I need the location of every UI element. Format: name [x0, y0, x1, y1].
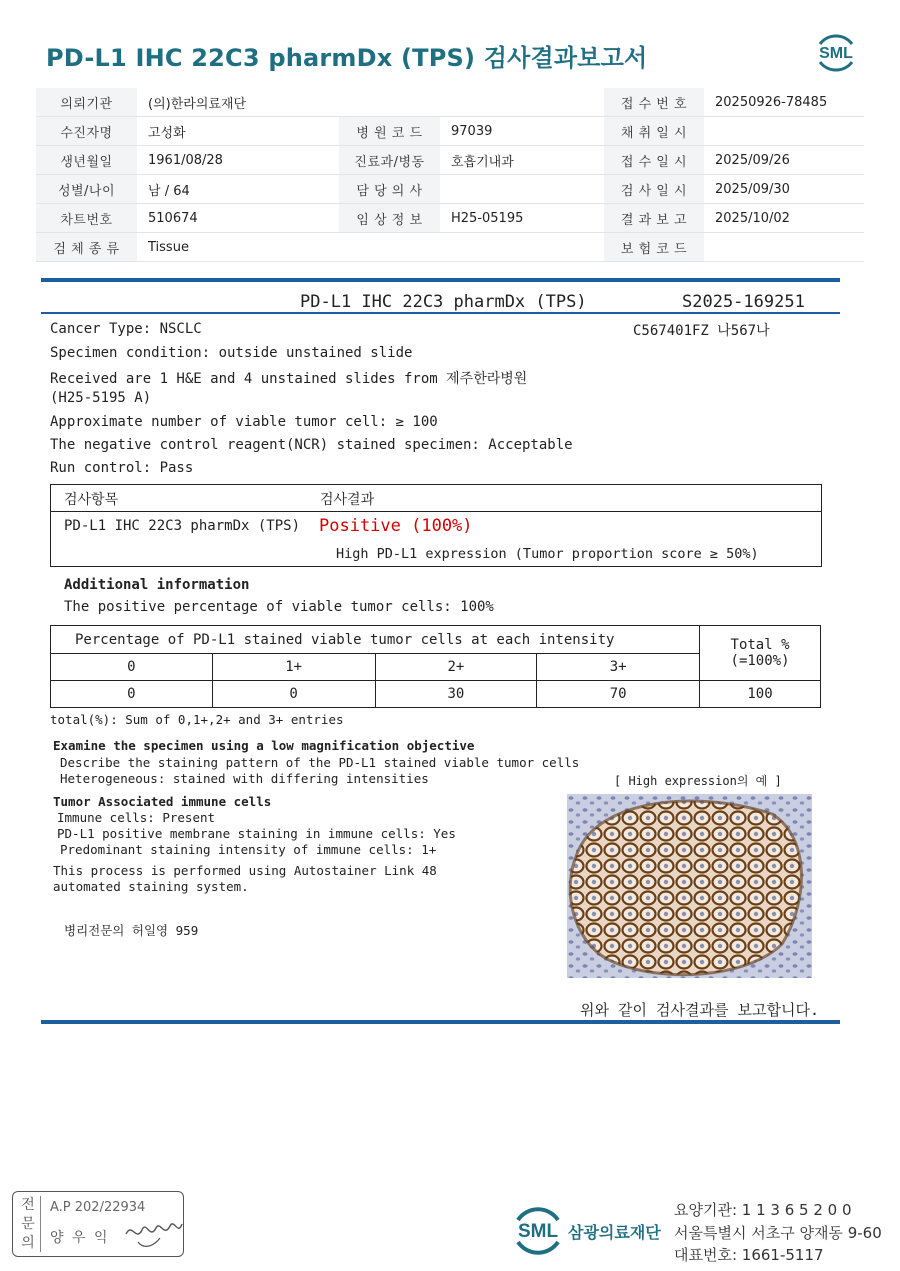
intensity-value: 0: [212, 681, 375, 708]
additional-text: The positive percentage of viable tumor cells: 100%: [64, 599, 494, 615]
examine-line: Describe the staining pattern of the PD-L1 stained viable tumor cells: [60, 755, 580, 770]
immune-title: Tumor Associated immune cells: [53, 794, 272, 809]
stamp-char: 의: [21, 1235, 35, 1251]
process-line: This process is performed using Autostainer Link 48: [53, 863, 437, 878]
specimen-label: 검 체 종 류: [36, 233, 137, 262]
report-line: Specimen condition: outside unstained slide: [50, 345, 413, 361]
stamp-divider: [40, 1196, 41, 1252]
dob-value: 1961/08/28: [137, 146, 339, 175]
intensity-header: 1+: [212, 654, 375, 681]
org-phone: 대표번호: 1661-5117: [674, 1246, 824, 1264]
org-address: 서울특별시 서초구 양재동 9-60: [674, 1224, 882, 1242]
report-line: (H25-5195 A): [50, 390, 152, 406]
receipt-no-label: 접 수 번 호: [604, 88, 704, 117]
intensity-value: 0: [51, 681, 213, 708]
patient-info-table: [36, 88, 864, 262]
stamp-license: A.P 202/22934: [50, 1200, 146, 1215]
sml-footer-logo: [510, 1200, 566, 1260]
collection-date-label: 채 취 일 시: [604, 117, 704, 146]
pathologist-signature: 병리전문의 허일영 959: [64, 923, 199, 938]
test-date-label: 검 사 일 시: [604, 175, 704, 204]
immune-line: Predominant staining intensity of immune cells: 1+: [60, 842, 437, 857]
micrograph-image: [567, 794, 812, 978]
stamp-char: 문: [21, 1216, 35, 1232]
additional-title: Additional information: [64, 577, 250, 593]
chart-no-value: 510674: [137, 204, 339, 233]
top-rule: [41, 278, 840, 282]
intensity-total: 100: [700, 681, 821, 708]
dept-label: 진료과/병동: [339, 146, 440, 175]
image-caption: [ High expression의 예 ]: [614, 774, 782, 788]
institution-code: 요양기관: 1 1 3 6 5 2 0 0: [674, 1201, 852, 1219]
report-line: The negative control reagent(NCR) stained specimen: Acceptable: [50, 437, 573, 453]
immune-line: PD-L1 positive membrane staining in immune cells: Yes: [57, 826, 456, 841]
result-detail: High PD-L1 expression (Tumor proportion score ≥ 50%): [336, 546, 759, 562]
specimen-value: Tissue: [137, 233, 604, 262]
report-test-title: PD-L1 IHC 22C3 pharmDx (TPS): [300, 292, 587, 312]
result-box-divider: [50, 511, 822, 512]
total-header: Total %: [730, 637, 790, 653]
title-rule: [41, 312, 840, 314]
result-header-result: 검사결과: [320, 492, 375, 508]
intensity-table: [50, 625, 821, 708]
closing-statement: 위와 같이 검사결과를 보고합니다.: [580, 1001, 819, 1019]
stamp-char: 전: [21, 1197, 35, 1213]
doctor-label: 담 당 의 사: [339, 175, 440, 204]
report-line: Received are 1 H&E and 4 unstained slides from 제주한라병원: [50, 371, 528, 387]
report-title: PD-L1 IHC 22C3 pharmDx (TPS) 검사결과보고서: [46, 44, 648, 72]
report-date-label: 결 과 보 고: [604, 204, 704, 233]
collection-date-value: [704, 117, 864, 146]
handwritten-signature: [124, 1212, 184, 1256]
examine-line: Heterogeneous: stained with differing intensities: [60, 771, 429, 786]
insurance-value: [704, 233, 864, 262]
receipt-no-value: 20250926-78485: [704, 88, 864, 117]
dob-label: 생년월일: [36, 146, 137, 175]
stamp-name: 양 우 익: [50, 1230, 110, 1246]
sex-age-label: 성별/나이: [36, 175, 137, 204]
org-name: 삼광의료재단: [568, 1223, 661, 1242]
total-sub: (=100%): [730, 653, 790, 669]
sml-footer-logo-text: SML: [517, 1221, 559, 1242]
immune-line: Immune cells: Present: [57, 810, 216, 825]
report-date-value: 2025/10/02: [704, 204, 864, 233]
clinical-label: 임 상 정 보: [339, 204, 440, 233]
report-code: C567401FZ 나567나: [633, 323, 770, 339]
clinical-value: H25-05195: [440, 204, 604, 233]
result-item: PD-L1 IHC 22C3 pharmDx (TPS): [64, 518, 301, 534]
report-line: Cancer Type: NSCLC: [50, 321, 202, 337]
sml-logo-text: SML: [819, 45, 853, 62]
examine-title: Examine the specimen using a low magnification objective: [53, 738, 475, 753]
report-specimen-id: S2025-169251: [682, 292, 805, 312]
receipt-date-label: 접 수 일 시: [604, 146, 704, 175]
chart-no-label: 차트번호: [36, 204, 137, 233]
test-date-value: 2025/09/30: [704, 175, 864, 204]
intensity-header: 0: [51, 654, 213, 681]
result-header-item: 검사항목: [64, 492, 119, 508]
institution-label: 의뢰기관: [36, 88, 137, 117]
process-line: automated staining system.: [53, 879, 249, 894]
receipt-date-value: 2025/09/26: [704, 146, 864, 175]
stamp-label: [18, 1196, 38, 1253]
bottom-rule: [41, 1020, 840, 1024]
report-line: Approximate number of viable tumor cell: ≥ 100: [50, 414, 438, 430]
patient-label: 수진자명: [36, 117, 137, 146]
doctor-value: [440, 175, 604, 204]
dept-value: 호흡기내과: [440, 146, 604, 175]
hospital-code-label: 병 원 코 드: [339, 117, 440, 146]
intensity-header: 3+: [537, 654, 700, 681]
hospital-code-value: 97039: [440, 117, 604, 146]
intensity-value: 30: [375, 681, 537, 708]
sex-age-value: 남 / 64: [137, 175, 339, 204]
result-positive: Positive (100%): [319, 516, 473, 536]
report-line: Run control: Pass: [50, 460, 194, 476]
institution-value: (의)한라의료재단: [137, 88, 604, 117]
intensity-value: 70: [537, 681, 700, 708]
patient-value: 고성화: [137, 117, 339, 146]
table-note: total(%): Sum of 0,1+,2+ and 3+ entries: [50, 712, 344, 727]
intensity-caption: Percentage of PD-L1 stained viable tumor cells at each intensity: [51, 626, 700, 654]
total-header-cell: [700, 626, 821, 681]
sml-logo: [812, 30, 860, 76]
intensity-header: 2+: [375, 654, 537, 681]
insurance-label: 보 험 코 드: [604, 233, 704, 262]
